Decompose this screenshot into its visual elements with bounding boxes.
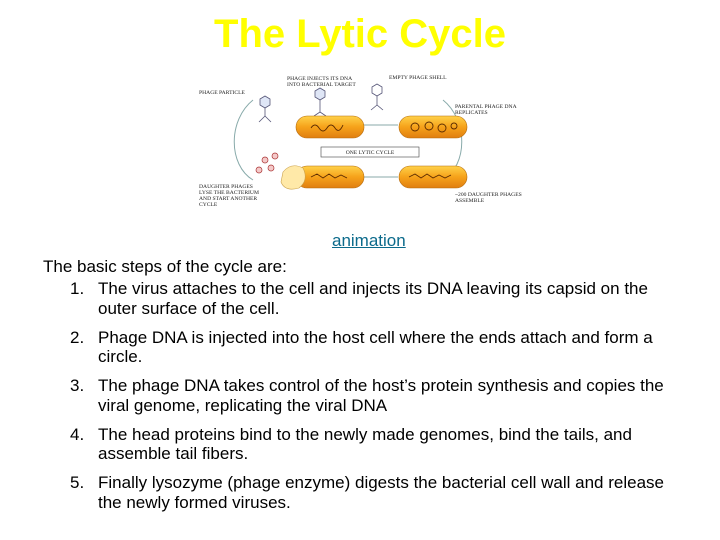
steps-list [70, 279, 670, 522]
step-number: 3. [70, 376, 85, 395]
bacterium-infected [296, 116, 364, 138]
step-text: The head proteins bind to the newly made genomes, bind the tails, and assemble tail fibers. [98, 424, 632, 463]
step-text: The virus attaches to the cell and injects its DNA leaving its capsid on the outer surface of the cell. [98, 279, 648, 318]
label-daughter-1: DAUGHTER PHAGES [199, 184, 253, 190]
step-text: The phage DNA takes control of the host’s protein synthesis and copies the viral genome, replicating the viral DNA [98, 376, 664, 415]
steps-intro: The basic steps of the cycle are: [43, 257, 287, 276]
phage-particle-icon [259, 96, 271, 122]
empty-phage-shell-icon [371, 84, 383, 110]
label-daughter-4: CYCLE [199, 202, 218, 208]
lytic-cycle-diagram [193, 60, 547, 222]
injecting-phage-icon [314, 88, 326, 116]
label-injects-2: INTO BACTERIAL TARGET [287, 82, 356, 88]
label-injects-1: PHAGE INJECTS ITS DNA [287, 76, 353, 82]
step-item [70, 328, 670, 367]
step-text: Finally lysozyme (phage enzyme) digests the bacterial cell wall and release the newly formed viruses. [98, 473, 664, 512]
step-number: 4. [70, 424, 85, 444]
lysed-cell-blob [281, 166, 305, 189]
cycle-arc-left [234, 100, 253, 180]
step-item [70, 279, 670, 318]
step-number: 5. [70, 473, 85, 492]
step-number: 2. [70, 327, 85, 347]
label-parental-1: PARENTAL PHAGE DNA [455, 104, 517, 110]
label-one-lytic-cycle: ONE LYTIC CYCLE [345, 150, 395, 156]
animation-link[interactable]: animation [332, 231, 406, 250]
step-item [70, 473, 670, 512]
label-parental-2: REPLICATES [455, 110, 488, 116]
daughter-phages-icon [256, 153, 278, 173]
step-item [70, 425, 670, 464]
label-assemble-1: ~200 DAUGHTER PHAGES [455, 192, 522, 198]
label-phage-particle: PHAGE PARTICLE [199, 90, 245, 96]
label-assemble-2: ASSEMBLE [455, 198, 485, 204]
label-empty-shell: EMPTY PHAGE SHELL [389, 75, 447, 81]
step-item [70, 376, 670, 415]
slide-title: The Lytic Cycle [214, 12, 506, 56]
step-number: 1. [70, 279, 85, 298]
bacterium-lysing [296, 166, 364, 188]
label-daughter-2: LYSE THE BACTERIUM [199, 190, 259, 196]
label-daughter-3: AND START ANOTHER [199, 196, 258, 202]
step-text: Phage DNA is injected into the host cell where the ends attach and form a circle. [98, 327, 653, 366]
